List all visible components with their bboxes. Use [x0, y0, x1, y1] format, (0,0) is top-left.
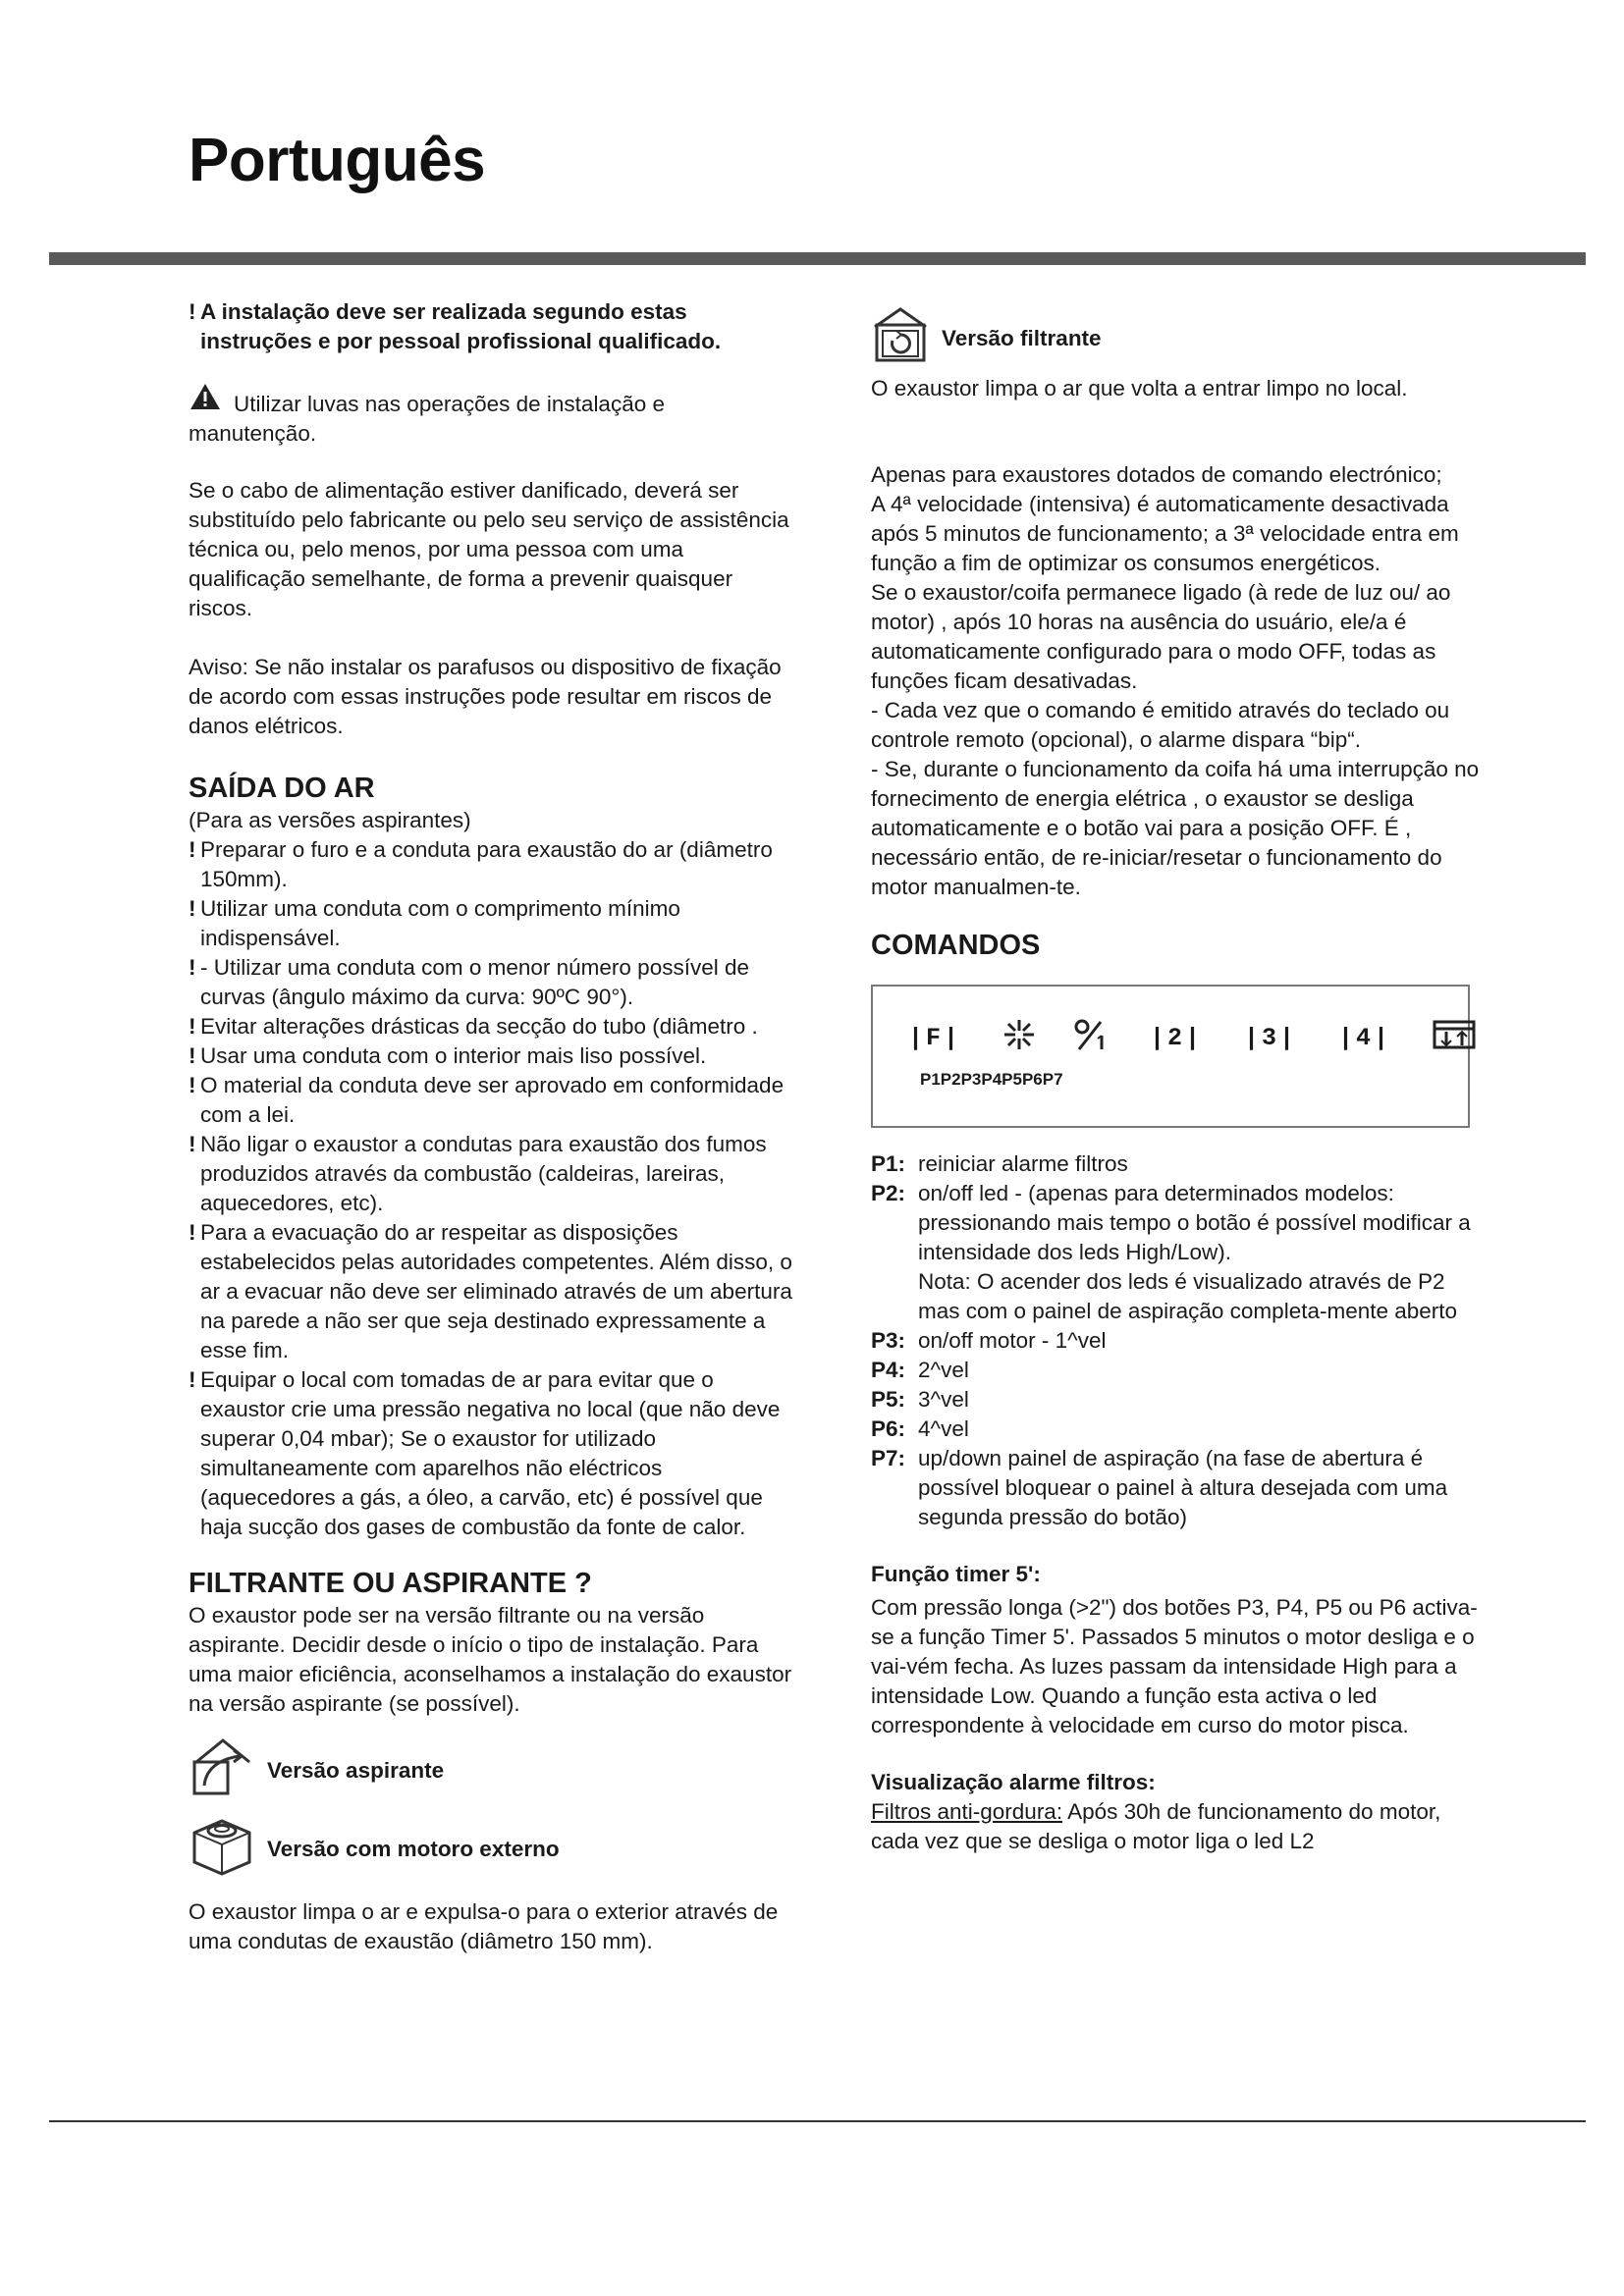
p-item: P4: 2^vel [871, 1358, 969, 1382]
cable-text: Se o cabo de alimentação estiver danificado, deverá ser substituído pelo fabricante ou pelo seu serviço de assistência técnica ou, pelo menos, por uma pessoa com uma qualificação semelhante, de forma a prevenir quaisquer riscos. [189, 478, 789, 620]
speed-4-key[interactable]: |4| [1338, 1024, 1392, 1052]
filtrante-icon [871, 305, 930, 372]
ligado-text: Se o exaustor/coifa permanece ligado (à rede de luz ou/ ao motor) , após 10 horas na ausência do usuário, ele/a é automaticamente configurado para o modo OFF, todas as funções ficam desativadas. [871, 580, 1451, 693]
list-item: ! Não ligar o exaustor a condutas para exaustão dos fumos produzidos através da combustão (caldeiras, lareiras, aquecedores, etc). [189, 1132, 767, 1215]
header-rule [49, 252, 1586, 265]
gloves-text: Utilizar luvas nas operações de instalação e manutenção. [189, 392, 665, 446]
list-item: ! - Utilizar uma conduta com o menor número possível de curvas (ângulo máximo da curva: 90ºC 90°). [189, 955, 749, 1009]
footer-rule [49, 2120, 1586, 2122]
p-item: P3: on/off motor - 1^vel [871, 1328, 1107, 1353]
visual-heading: Visualização alarme filtros: [871, 1770, 1156, 1794]
visual-text: Após 30h de funcionamento do motor, cada vez que se desliga o motor liga o led L2 [871, 1799, 1441, 1853]
bip-text: - Cada vez que o comando é emitido através do teclado ou controle remoto (opcional), o alarme dispara “bip“. [871, 698, 1450, 752]
visual-paragraph [871, 1797, 1485, 1856]
saida-heading: SAÍDA DO AR [189, 773, 375, 804]
p2-nota: Nota: O acender dos leds é visualizado através de P2 mas com o painel de aspiração completa-mente aberto [918, 1269, 1458, 1323]
p-item: P7: up/down painel de aspiração (na fase de abertura é possível bloquear o painel à altura desejada com uma segunda pressão do botão) [871, 1446, 1448, 1529]
filtrante-heading: FILTRANTE OU ASPIRANTE ? [189, 1568, 592, 1599]
versao-motor-row [189, 1815, 797, 1884]
timer-heading: Função timer 5': [871, 1562, 1041, 1586]
warning-triangle-icon [189, 382, 222, 419]
velocidade-text: A 4ª velocidade (intensiva) é automaticamente desactivada após 5 minutos de funcionamento; a 3ª velocidade entra em função a fim de optimizar os consumos energéticos. [871, 492, 1459, 575]
versao-aspirante-label: Versão aspirante [267, 1758, 445, 1783]
expulsa-text: O exaustor limpa o ar e expulsa-o para o exterior através de uma condutas de exaustão (diâmetro 150 mm). [189, 1899, 779, 1953]
list-item: ! Evitar alterações drásticas da secção do tubo (diâmetro . [189, 1014, 758, 1039]
panel-labels: P1P2P3P4P5P6P7 [920, 1070, 1063, 1089]
versao-motor-label: Versão com motoro externo [267, 1837, 560, 1861]
versao-filtrante-label: Versão filtrante [942, 326, 1102, 350]
control-panel [871, 985, 1470, 1128]
p-item: P1: reiniciar alarme filtros [871, 1151, 1128, 1176]
interrupcao-text: - Se, durante o funcionamento da coifa há uma interrupção no fornecimento de energia elétrica , o exaustor se desliga automaticamente e o botão vai para a posição OFF. É , necessário então, de re-iniciar/resetar o funcionamento do motor manualmen-te. [871, 757, 1480, 899]
power-speed-icon[interactable] [1073, 1018, 1109, 1059]
list-item: ! Para a evacuação do ar respeitar as disposições estabelecidos pelas autoridades competentes. Além disso, o ar a evacuar não deve ser eliminado através de um abertura na parede a não ser que seja destinado expressamente a esse fim. [189, 1220, 792, 1362]
led-icon[interactable] [1002, 1018, 1036, 1059]
external-motor-icon [189, 1815, 257, 1884]
left-column [189, 297, 797, 1956]
filtros-link-text: Filtros anti-gordura: [871, 1799, 1063, 1824]
exclamation-icon: ! [189, 299, 196, 324]
versao-aspirante-row [189, 1736, 797, 1805]
versao-filtrante-row [871, 305, 1485, 372]
p-item: P5: 3^vel [871, 1387, 969, 1412]
timer-text: Com pressão longa (>2") dos botões P3, P4, P5 ou P6 activa-se a função Timer 5'. Passados 5 minutos o motor desliga e o vai-vém fecha. As luzes passam da intensidade High para a intensidade Low. Quando a função esta activa o led correspondente à velocidade em curso do motor pisca. [871, 1595, 1478, 1737]
speed-3-key[interactable]: |3| [1244, 1024, 1298, 1052]
aviso-text: Aviso: Se não instalar os parafusos ou dispositivo de fixação de acordo com essas instruções pode resultar em riscos de danos elétricos. [189, 655, 782, 738]
list-item: ! Equipar o local com tomadas de ar para evitar que o exaustor crie uma pressão negativa no local (que não deve superar 0,04 mbar); Se o exaustor for utilizado simultaneamente com aparelhos não eléctricos (aquecedores a gás, a óleo, a carvão, etc) é possível que haja sucção dos gases de combustão da fonte de calor. [189, 1367, 781, 1539]
panel-updown-icon[interactable] [1433, 1020, 1476, 1057]
filtrante-text: O exaustor pode ser na versão filtrante ou na versão aspirante. Decidir desde o início o tipo de instalação. Para uma maior eficiência, aconselhamos a instalação do exaustor na versão aspirante (se possível). [189, 1603, 792, 1716]
filtrante-desc: O exaustor limpa o ar que volta a entrar limpo no local. [871, 376, 1408, 400]
list-item: ! Utilizar uma conduta com o comprimento mínimo indispensável. [189, 896, 680, 950]
list-item: ! Preparar o furo e a conduta para exaustão do ar (diâmetro 150mm). [189, 837, 773, 891]
p-item: P2: on/off led - (apenas para determinados modelos: pressionando mais tempo o botão é possível modificar a intensidade dos leds High/Low). [871, 1181, 1471, 1264]
install-warning-text: A instalação deve ser realizada segundo estas instruções e por pessoal profissional qualificado. [200, 299, 722, 353]
speed-2-key[interactable]: |2| [1150, 1024, 1204, 1052]
install-warning [189, 297, 797, 356]
comandos-heading: COMANDOS [871, 930, 1041, 961]
list-item: ! Usar uma conduta com o interior mais liso possível. [189, 1043, 707, 1068]
filter-key[interactable]: |F| [908, 1024, 962, 1052]
aspirante-icon [189, 1736, 257, 1805]
saida-subtitle: (Para as versões aspirantes) [189, 808, 471, 832]
electronico-text: Apenas para exaustores dotados de comando electrónico; [871, 462, 1442, 487]
page-title: Português [189, 127, 486, 194]
list-item: ! O material da conduta deve ser aprovado em conformidade com a lei. [189, 1073, 785, 1127]
p-item: P6: 4^vel [871, 1416, 969, 1441]
right-column [871, 319, 1485, 1856]
